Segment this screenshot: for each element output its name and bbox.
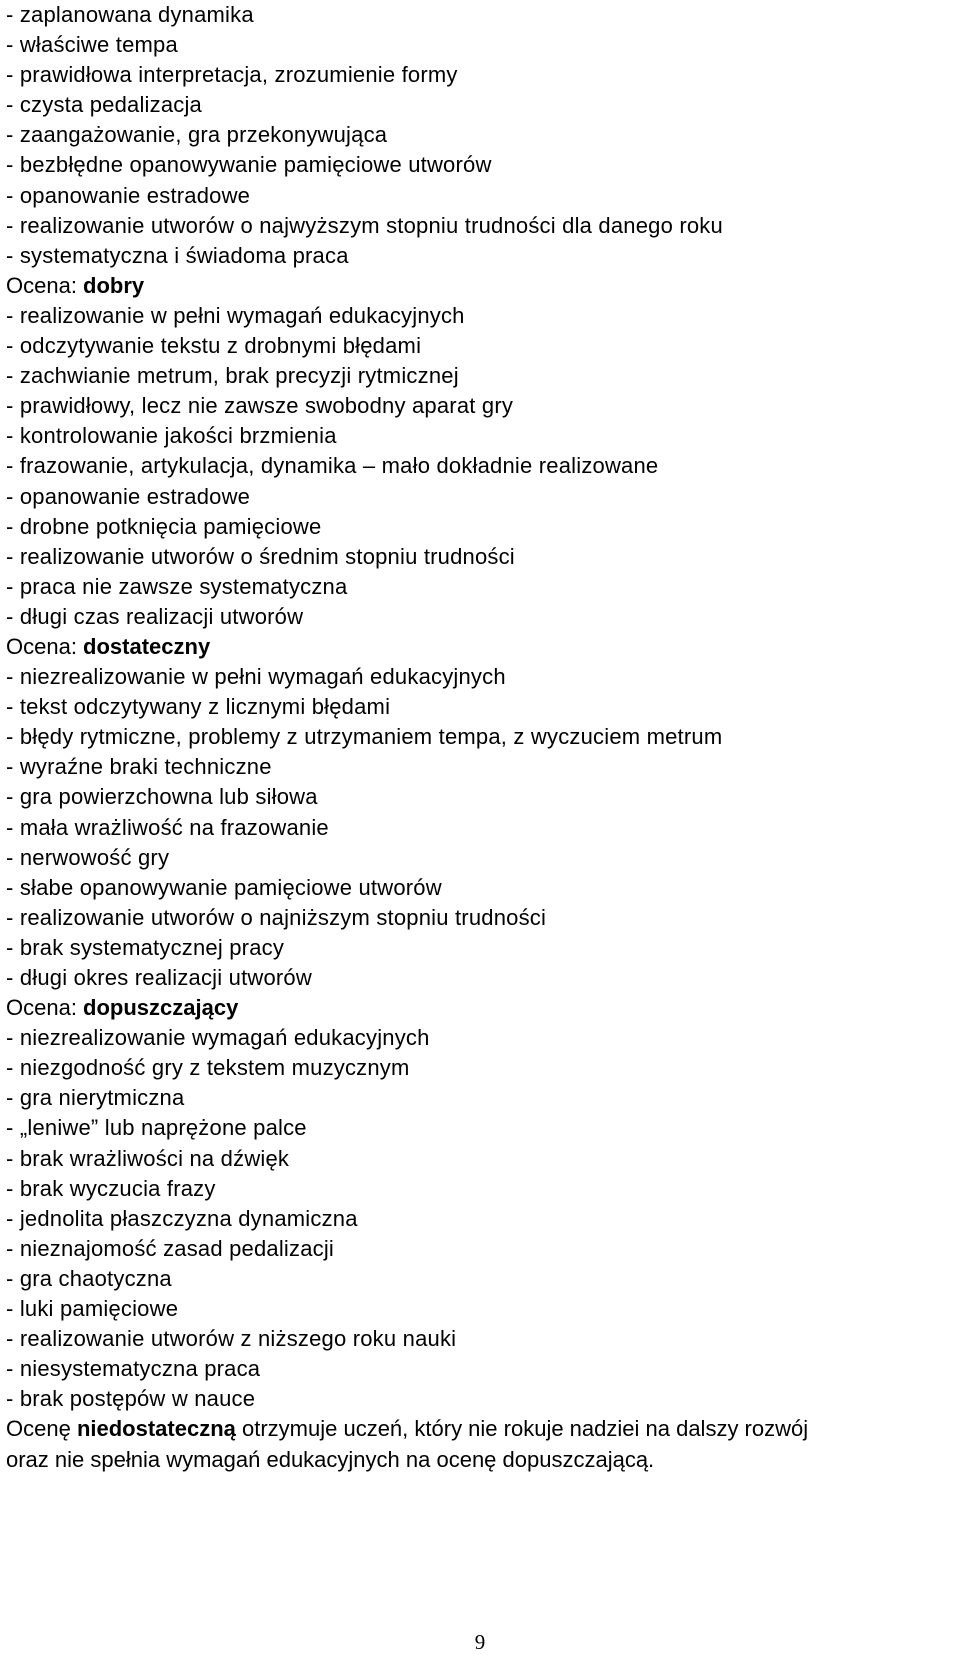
list-item: - drobne potknięcia pamięciowe	[6, 513, 322, 539]
grade-section-dopuszczajacy	[6, 993, 956, 1414]
list-item: - zaangażowanie, gra przekonywująca	[6, 122, 388, 148]
final-note-line	[6, 1414, 956, 1444]
list-item: - brak wrażliwości na dźwięk	[6, 1145, 290, 1171]
final-note-prefix: Ocenę	[6, 1416, 77, 1442]
list-item: - błędy rytmiczne, problemy z utrzymaniem tempa, z wyczuciem metrum	[6, 724, 723, 750]
list-item: - brak systematycznej pracy	[6, 934, 285, 960]
list-item: - słabe opanowywanie pamięciowe utworów	[6, 874, 442, 900]
list-item: - luki pamięciowe	[6, 1296, 179, 1322]
list-item: - realizowanie w pełni wymagań edukacyjnych	[6, 302, 465, 328]
final-note-text: otrzymuje uczeń, który nie rokuje nadziei na dalszy rozwój	[235, 1416, 809, 1442]
list-item: - tekst odczytywany z licznymi błędami	[6, 694, 391, 720]
list-item: - niezrealizowanie w pełni wymagań edukacyjnych	[6, 664, 506, 690]
list-item: - długi czas realizacji utworów	[6, 603, 304, 629]
list-item: - niezgodność gry z tekstem muzycznym	[6, 1055, 410, 1081]
grade-section-dobry	[6, 271, 956, 632]
list-item: - opanowanie estradowe	[6, 483, 251, 509]
list-item: - „leniwe” lub naprężone palce	[6, 1115, 307, 1141]
list-item: - brak postępów w nauce	[6, 1386, 256, 1412]
list-item: - realizowanie utworów o średnim stopniu trudności	[6, 543, 515, 569]
list-item: - realizowanie utworów z niższego roku nauki	[6, 1326, 457, 1352]
grade-heading-label: Ocena:	[6, 633, 84, 659]
list-item: - prawidłowy, lecz nie zawsze swobodny aparat gry	[6, 393, 514, 419]
grade-name: dostateczny	[83, 633, 211, 659]
list-item: - kontrolowanie jakości brzmienia	[6, 423, 337, 449]
list-item: - właściwe tempa	[6, 32, 178, 58]
document-body	[6, 0, 956, 1475]
list-item: - gra nierytmiczna	[6, 1085, 185, 1111]
list-item: - praca nie zawsze systematyczna	[6, 573, 348, 599]
intro-list	[6, 0, 956, 271]
list-item: - realizowanie utworów o najniższym stopniu trudności	[6, 904, 547, 930]
list-item: - zaplanowana dynamika	[6, 2, 254, 27]
list-item: - czysta pedalizacja	[6, 92, 202, 118]
page-number: 9	[474, 1630, 486, 1654]
list-item: - brak wyczucia frazy	[6, 1175, 216, 1201]
final-note-line: oraz nie spełnia wymagań edukacyjnych na ocenę dopuszczającą.	[6, 1446, 655, 1472]
list-item: - nieznajomość zasad pedalizacji	[6, 1235, 335, 1261]
list-item: - gra chaotyczna	[6, 1265, 172, 1291]
list-item: - odczytywanie tekstu z drobnymi błędami	[6, 333, 422, 359]
list-item: - gra powierzchowna lub siłowa	[6, 784, 318, 810]
list-item: - mała wrażliwość na frazowanie	[6, 814, 329, 840]
grade-name: dobry	[83, 272, 145, 298]
list-item: - wyraźne braki techniczne	[6, 754, 272, 780]
grade-name: dopuszczający	[83, 995, 239, 1021]
grade-section-dostateczny	[6, 632, 956, 993]
list-item: - realizowanie utworów o najwyższym stopniu trudności dla danego roku	[6, 212, 723, 238]
list-item: - prawidłowa interpretacja, zrozumienie formy	[6, 62, 458, 88]
list-item: - niesystematyczna praca	[6, 1356, 261, 1382]
list-item: - frazowanie, artykulacja, dynamika – mało dokładnie realizowane	[6, 453, 659, 479]
list-item: - opanowanie estradowe	[6, 182, 251, 208]
grade-heading-label: Ocena:	[6, 995, 84, 1021]
list-item: - zachwianie metrum, brak precyzji rytmicznej	[6, 363, 459, 389]
grade-name: niedostateczną	[76, 1416, 236, 1442]
grade-heading-label: Ocena:	[6, 272, 84, 298]
list-item: - niezrealizowanie wymagań edukacyjnych	[6, 1025, 430, 1051]
final-note	[6, 1414, 956, 1474]
list-item: - systematyczna i świadoma praca	[6, 242, 349, 268]
list-item: - bezbłędne opanowywanie pamięciowe utworów	[6, 152, 492, 178]
list-item: - długi okres realizacji utworów	[6, 965, 312, 990]
grade-heading	[6, 993, 956, 1023]
list-item: - jednolita płaszczyzna dynamiczna	[6, 1205, 358, 1231]
list-item: - nerwowość gry	[6, 844, 170, 870]
grade-heading	[6, 632, 956, 662]
grade-heading	[6, 271, 956, 301]
